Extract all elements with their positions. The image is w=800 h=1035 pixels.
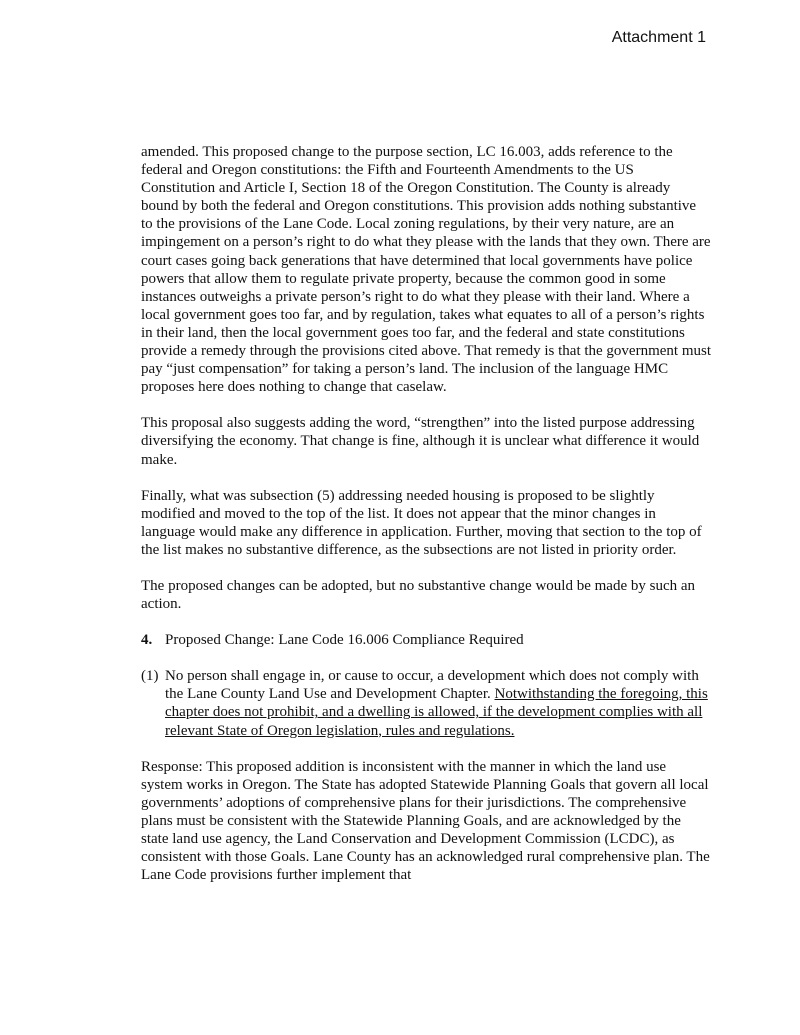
quoted-item-text: No person shall engage in, or cause to occur, a development which does not comply with the Lane County Land Use and Development Chapter. bbox=[165, 668, 699, 703]
section-title: Proposed Change: Lane Code 16.006 Compliance Required bbox=[165, 632, 524, 649]
section-heading bbox=[141, 631, 711, 649]
section-number: 4. bbox=[141, 632, 153, 649]
paragraph-conclusion: The proposed changes can be adopted, but no substantive change would be made by such an action. bbox=[141, 577, 696, 613]
quoted-item-underlined-text: Notwithstanding the foregoing, this chapter does not prohibit, and a dwelling is allowed, if the development complies with all relevant State of Oregon legislation, rules and regulations. bbox=[165, 686, 708, 739]
attachment-label: Attachment 1 bbox=[611, 29, 706, 46]
quoted-item-body bbox=[165, 667, 711, 739]
paragraph-needed-housing: Finally, what was subsection (5) addressing needed housing is proposed to be slightly modified and moved to the top of the list. It does not appear that the minor changes in language would make any difference in application. Further, moving that section to the top of the list makes no substantive difference, as the subsections are not listed in priority order. bbox=[141, 487, 702, 558]
paragraph-purpose-amendment: amended. This proposed change to the purpose section, LC 16.003, adds reference to the federal and Oregon constitutions: the Fifth and Fourteenth Amendments to the US Constitution and Article I, Section 18 of the Oregon Constitution. The County is already bound by both the federal and Oregon constitutions. This provision adds nothing substantive to the provisions of the Lane Code. Local zoning regulations, by their very nature, are an impingement on a person’s right to do what they please with the lands that they own. There are court cases going back generations that have determined that local governments have police powers that allow them to regulate private property, because the common good in some instances outweighs a private person’s right to do what they please with their land. Where a local government goes too far, and by regulation, takes what equates to all of a person’s rights in their land, then the local government goes too far, and the federal and state constitutions provide a remedy through the provisions cited above. That remedy is that the government must pay “just compensation” for taking a person’s land. The inclusion of the language HMC proposes here does nothing to change that caselaw. bbox=[141, 144, 711, 396]
paragraph-response: Response: This proposed addition is inconsistent with the manner in which the land use system works in Oregon. The State has adopted Statewide Planning Goals that govern all local governments’ adoptions of comprehensive plans for their jurisdictions. The comprehensive plans must be consistent with the Statewide Planning Goals, and are acknowledged by the state land use agency, the Land Conservation and Development Commission (LCDC), as consistent with those Goals. Lane County has an acknowledged rural comprehensive plan. The Lane Code provisions further implement that bbox=[141, 758, 710, 884]
paragraph-strengthen: This proposal also suggests adding the word, “strengthen” into the listed purpose addressing diversifying the economy. That change is fine, although it is unclear what difference it would make. bbox=[141, 415, 700, 468]
quoted-code-item bbox=[141, 667, 711, 739]
document-body bbox=[141, 143, 711, 902]
quoted-item-number: (1) bbox=[141, 668, 159, 685]
